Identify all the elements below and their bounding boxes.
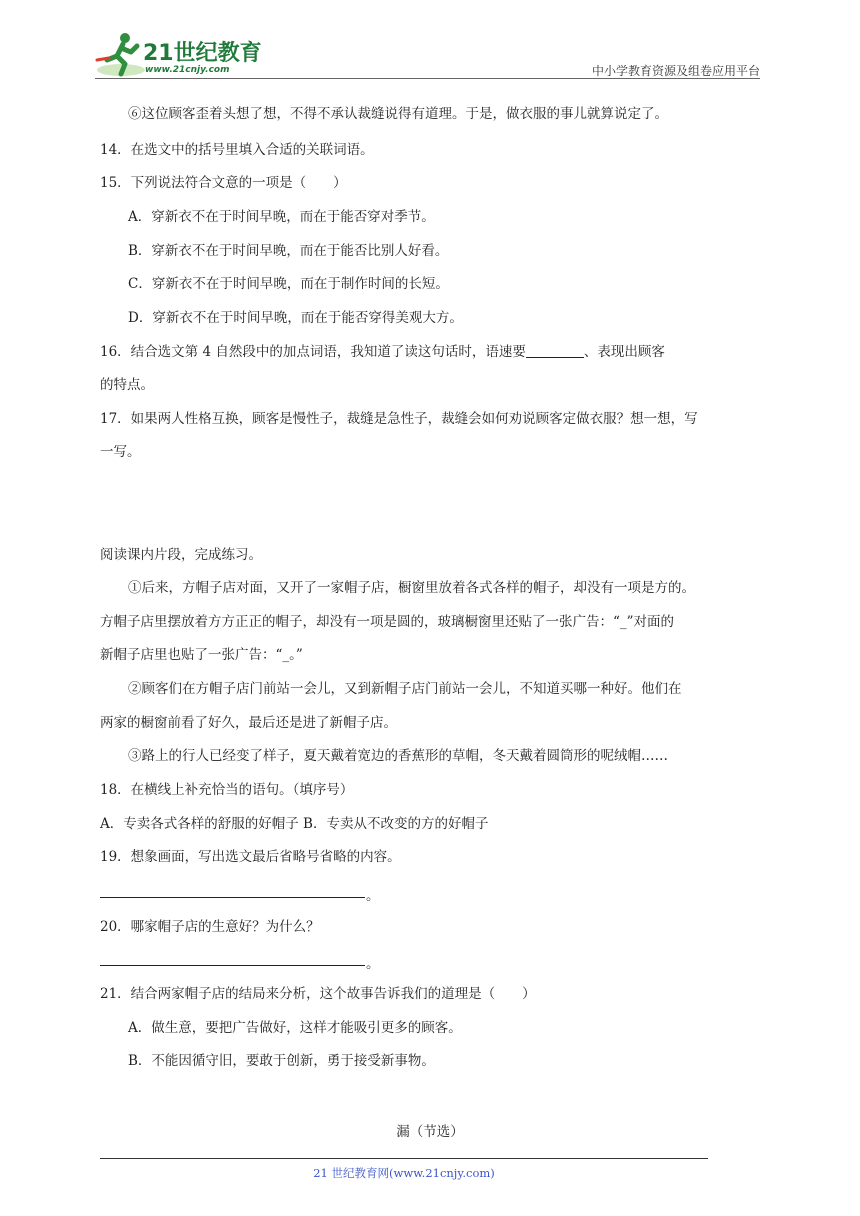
reading-para-3: ③路上的行人已经变了样子，夏天戴着宽边的香蕉形的草帽，冬天戴着圆筒形的呢绒帽……	[128, 748, 668, 764]
reading-para-1-line-2: 方帽子店里摆放着方方正正的帽子，却没有一项是圆的，玻璃橱窗里还贴了一张广告：“_”对面的	[100, 614, 675, 630]
question-15-option-d: D．穿新衣不在于时间早晚，而在于能否穿得美观大方。	[128, 310, 463, 326]
reading-para-2-line-2: 两家的橱窗前看了好久，最后还是进了新帽子店。	[100, 715, 397, 731]
reading-intro: 阅读课内片段，完成练习。	[100, 547, 262, 563]
question-21: 21．结合两家帽子店的结局来分析，这个故事告诉我们的道理是（ ）	[100, 986, 536, 1002]
question-18: 18．在横线上补充恰当的语句。（填序号）	[100, 782, 354, 798]
logo-brand: 21世纪教育	[143, 41, 262, 66]
page-footer: 21 世纪教育网(www.21cnjy.com)	[313, 1166, 495, 1180]
question-16-line-2: 的特点。	[100, 377, 154, 393]
question-18-options: A．专卖各式各样的舒服的好帽子 B．专卖从不改变的方的好帽子	[100, 816, 489, 832]
answer-line-20-end: 。	[366, 956, 380, 972]
reading-para-2-line-1: ②顾客们在方帽子店门前站一会儿，又到新帽子店门前站一会儿，不知道买哪一种好。他们在	[128, 681, 682, 697]
runner-icon	[95, 30, 145, 80]
answer-line-19-end: 。	[366, 888, 380, 904]
fill-blank[interactable]	[526, 343, 584, 358]
page-header	[95, 28, 760, 80]
question-16-text: 16．结合选文第 4 自然段中的加点词语，我知道了读这句话时，语速要	[100, 344, 526, 360]
platform-name: 中小学教育资源及组卷应用平台	[591, 64, 760, 78]
question-15: 15．下列说法符合文意的一项是（ ）	[100, 175, 347, 191]
paragraph-6: ⑥这位顾客歪着头想了想，不得不承认裁缝说得有道理。于是，做衣服的事儿就算说定了。	[128, 106, 668, 122]
answer-line-19[interactable]	[100, 897, 365, 898]
logo-url: www.21cnjy.com	[145, 65, 230, 75]
site-logo	[95, 28, 265, 80]
question-19: 19．想象画面，写出选文最后省略号省略的内容。	[100, 849, 401, 865]
question-20: 20．哪家帽子店的生意好？为什么？	[100, 919, 320, 935]
answer-line-20[interactable]	[100, 965, 365, 966]
question-14: 14．在选文中的括号里填入合适的关联词语。	[100, 142, 374, 158]
reading-para-1-line-1: ①后来，方帽子店对面，又开了一家帽子店，橱窗里放着各式各样的帽子，却没有一项是方的。	[128, 580, 695, 596]
question-21-option-b: B．不能因循守旧，要敢于创新，勇于接受新事物。	[128, 1053, 435, 1069]
header-divider	[95, 78, 760, 79]
section-title: 漏（节选）	[396, 1124, 464, 1140]
reading-para-1-line-3: 新帽子店里也贴了一张广告：“_。”	[100, 647, 303, 663]
question-15-option-b: B．穿新衣不在于时间早晚，而在于能否比别人好看。	[128, 243, 449, 259]
question-16	[100, 342, 665, 362]
question-17-line-2: 一写。	[100, 444, 141, 460]
question-15-option-c: C．穿新衣不在于时间早晚，而在于制作时间的长短。	[128, 276, 449, 292]
question-17-line-1: 17．如果两人性格互换，顾客是慢性子，裁缝是急性子，裁缝会如何劝说顾客定做衣服？想一想，写	[100, 411, 698, 427]
question-15-option-a: A．穿新衣不在于时间早晚，而在于能否穿对季节。	[128, 209, 435, 225]
question-16-text-cont: 、表现出顾客	[583, 344, 665, 360]
question-21-option-a: A．做生意，要把广告做好，这样才能吸引更多的顾客。	[128, 1020, 462, 1036]
footer-divider	[100, 1158, 708, 1159]
